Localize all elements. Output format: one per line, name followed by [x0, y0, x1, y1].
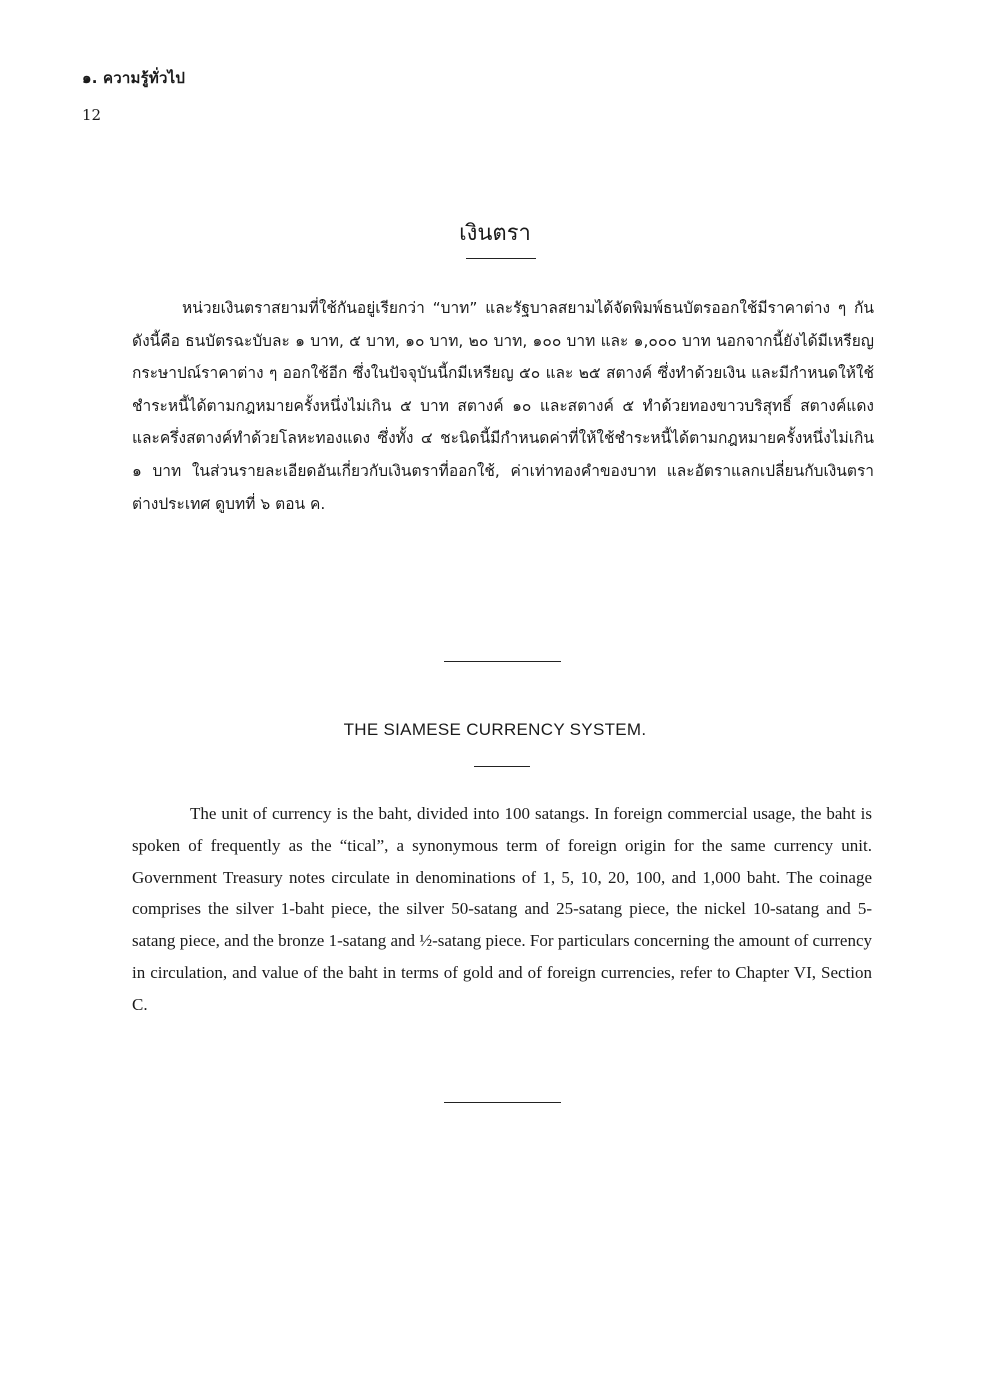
thai-body-paragraph: หน่วยเงินตราสยามที่ใช้กันอยู่เรียกว่า “บาท” และรัฐบาลสยามได้จัดพิมพ์ธนบัตรออกใช้มีราคาต่าง ๆ กันดังนี้คือ ธนบัตรฉะบับละ ๑ บาท, ๕ บาท, ๑๐ บาท, ๒๐ บาท, ๑๐๐ บาท และ ๑,๐๐๐ บาท นอกจากนี้ยังได้มีเหรียญกระษาปณ์ราคาต่าง ๆ ออกใช้อีก ซึ่งในปัจจุบันนี้กมีเหรียญ ๕๐ และ ๒๕ สตางค์ ซึ่งทำด้วยเงิน และมีกำหนดให้ใช้ชำระหนี้ได้ตามกฎหมายครั้งหนึ่งไม่เกิน ๕ บาท สตางค์ ๑๐ และสตางค์ ๕ ทำด้วยทองขาวบริสุทธิ์ สตางค์แดง และครึ่งสตางค์ทำด้วยโลหะทองแดง ซึ่งทั้ง ๔ ชะนิดนี้มีกำหนดค่าที่ให้ใช้ชำระหนี้ได้ตามกฎหมายครั้งหนึ่งไม่เกิน ๑ บาท ในส่วนรายละเอียดอันเกี่ยวกับเงินตราที่ออกใช้, ค่าเท่าทองคำของบาท และอัตราแลกเปลี่ยนกับเงินตราต่างประเทศ ดูบทที่ ๖ ตอน ค. [132, 299, 874, 513]
end-rule [444, 1102, 561, 1103]
english-body-paragraph: The unit of currency is the baht, divided into 100 satangs. In foreign commercial usage, the baht is spoken of frequently as the “tical”, a synonymous term of foreign origin for the same currency unit. Government Treasury notes circulate in denominations of 1, 5, 10, 20, 100, and 1,000 baht. The coinage comprises the silver 1-baht piece, the silver 50-satang and 25-satang piece, the nickel 10-satang and 5-satang piece, and the bronze 1-satang and ½-satang piece. For particulars concerning the amount of currency in circulation, and value of the baht in terms of gold and of foreign currencies, refer to Chapter VI, Section C. [132, 804, 872, 1014]
section-divider-rule [444, 661, 561, 662]
english-section-title: THE SIAMESE CURRENCY SYSTEM. [343, 720, 647, 740]
page-number: 12 [82, 106, 102, 124]
thai-title-rule [466, 258, 536, 259]
thai-section-title: เงินตรา [459, 220, 531, 246]
english-title-rule [474, 766, 530, 767]
running-head: ๑. ความรู้ทั่วไป [82, 69, 186, 87]
